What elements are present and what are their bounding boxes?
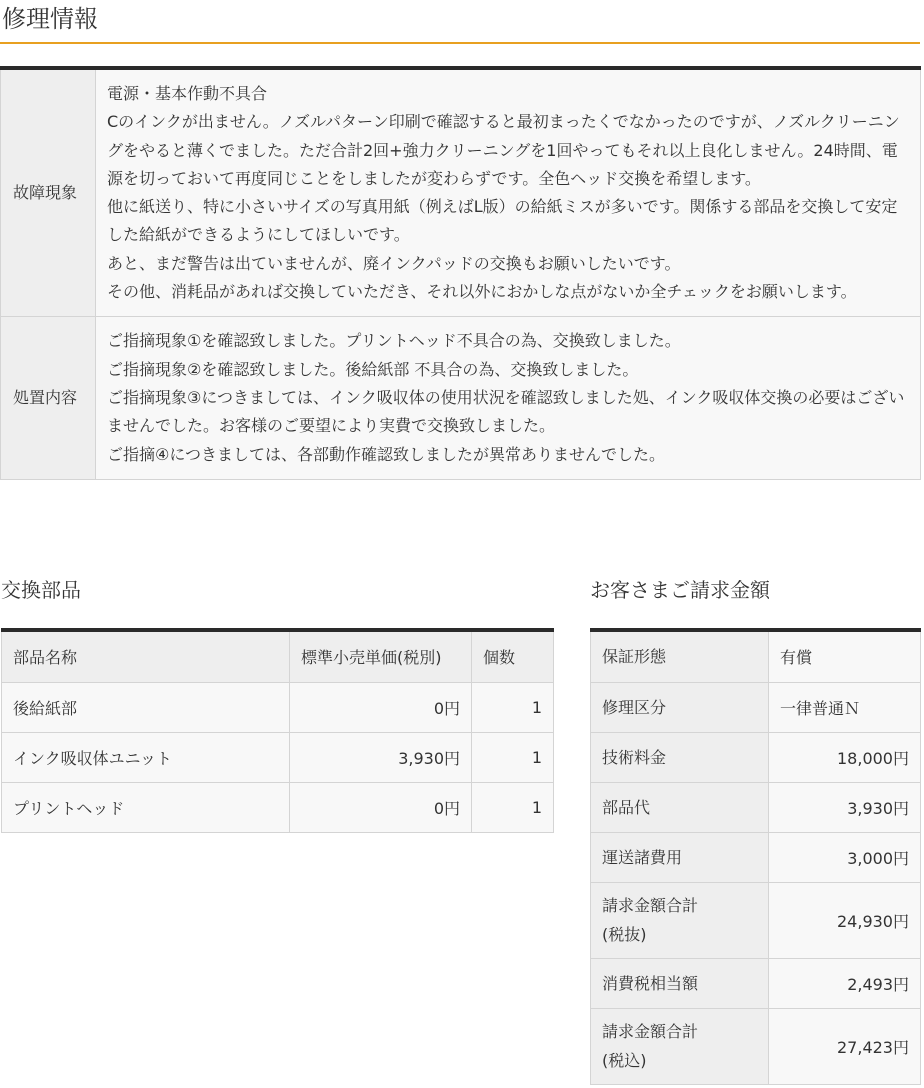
- action-label: 処置内容: [1, 317, 96, 479]
- billing-label: 保証形態: [591, 630, 769, 682]
- billing-label-line: (税込): [602, 1051, 647, 1070]
- table-row: [2, 682, 554, 732]
- part-price: 0円: [290, 782, 472, 832]
- table-row: [2, 732, 554, 782]
- billing-value: 一律普通Ｎ: [769, 682, 921, 732]
- symptom-row: [1, 68, 921, 317]
- parts-section-title: 交換部品: [1, 578, 81, 602]
- part-qty: 1: [472, 682, 554, 732]
- billing-row-tax: [591, 958, 921, 1008]
- parts-header-name: 部品名称: [2, 630, 290, 682]
- billing-table: [590, 628, 921, 1085]
- billing-row-tech-fee: [591, 732, 921, 782]
- parts-table: [1, 628, 554, 833]
- billing-row-parts-fee: [591, 782, 921, 832]
- billing-value: 3,930円: [769, 782, 921, 832]
- symptom-line: 電源・基本作動不具合: [107, 84, 268, 103]
- part-name: プリントヘッド: [2, 782, 290, 832]
- billing-label-line: 請求金額合計: [602, 1022, 699, 1041]
- billing-value: 2,493円: [769, 958, 921, 1008]
- parts-header-price: 標準小売単価(税別): [290, 630, 472, 682]
- symptom-line: あと、まだ警告は出ていませんが、廃インクパッドの交換もお願いしたいです。: [107, 253, 681, 273]
- billing-row-total: [591, 1008, 921, 1084]
- part-qty: 1: [472, 732, 554, 782]
- action-row: [1, 317, 921, 479]
- billing-row-shipping: [591, 832, 921, 882]
- part-qty: 1: [472, 782, 554, 832]
- billing-label: 技術料金: [591, 732, 769, 782]
- symptom-label: 故障現象: [1, 68, 96, 317]
- billing-label: [591, 882, 769, 958]
- billing-label: [591, 1008, 769, 1084]
- part-price: 0円: [290, 682, 472, 732]
- symptom-line: Cのインクが出ません。ノズルパターン印刷で確認すると最初まったくでなかったのですが、ノズルクリーニングをやると薄くでました。ただ合計2回+強力クリーニングを1回やってもそれ以上良化しません。24時間、電源を切っておいて再度同じことをしましたが変わらずです。全色ヘッド交換を希望します。: [107, 112, 900, 188]
- part-name: インク吸収体ユニット: [2, 732, 290, 782]
- billing-row-subtotal: [591, 882, 921, 958]
- billing-value: 3,000円: [769, 832, 921, 882]
- part-name: 後給紙部: [2, 682, 290, 732]
- billing-label: 消費税相当額: [591, 958, 769, 1008]
- billing-value: 24,930円: [769, 882, 921, 958]
- billing-label: 部品代: [591, 782, 769, 832]
- billing-label: 修理区分: [591, 682, 769, 732]
- billing-value: 27,423円: [769, 1008, 921, 1084]
- page-title: 修理情報: [0, 0, 920, 44]
- action-line: ご指摘現象①を確認致しました。プリントヘッド不具合の為、交換致しました。: [107, 331, 681, 351]
- symptom-line: 他に紙送り、特に小さいサイズの写真用紙（例えばL版）の給紙ミスが多いです。関係する部品を交換して安定した給紙ができるようにしてほしいです。: [107, 197, 898, 245]
- action-line: ご指摘④につきましては、各部動作確認致しましたが異常ありませんでした。: [107, 444, 666, 464]
- repair-info-table: [0, 66, 921, 480]
- billing-label-line: 請求金額合計: [602, 896, 699, 915]
- action-content: [96, 317, 921, 479]
- billing-section-title: お客さまご請求金額: [590, 578, 770, 602]
- symptom-line: その他、消耗品があれば交換していただき、それ以外におかしな点がないか全チェックをお願いします。: [107, 282, 857, 302]
- action-line: ご指摘現象③につきましては、インク吸収体の使用状況を確認致しました処、インク吸収体交換の必要はございませんでした。お客様のご要望により実費で交換致しました。: [107, 387, 905, 436]
- billing-row-warranty: [591, 630, 921, 682]
- billing-value: 18,000円: [769, 732, 921, 782]
- parts-header-qty: 個数: [472, 630, 554, 682]
- table-row: [2, 782, 554, 832]
- parts-header-row: [2, 630, 554, 682]
- billing-label: 運送諸費用: [591, 832, 769, 882]
- part-price: 3,930円: [290, 732, 472, 782]
- action-line: ご指摘現象②を確認致しました。後給紙部 不具合の為、交換致しました。: [107, 359, 639, 379]
- billing-row-repair-type: [591, 682, 921, 732]
- symptom-content: [96, 68, 921, 317]
- billing-label-line: (税抜): [602, 925, 647, 944]
- billing-value: 有償: [769, 630, 921, 682]
